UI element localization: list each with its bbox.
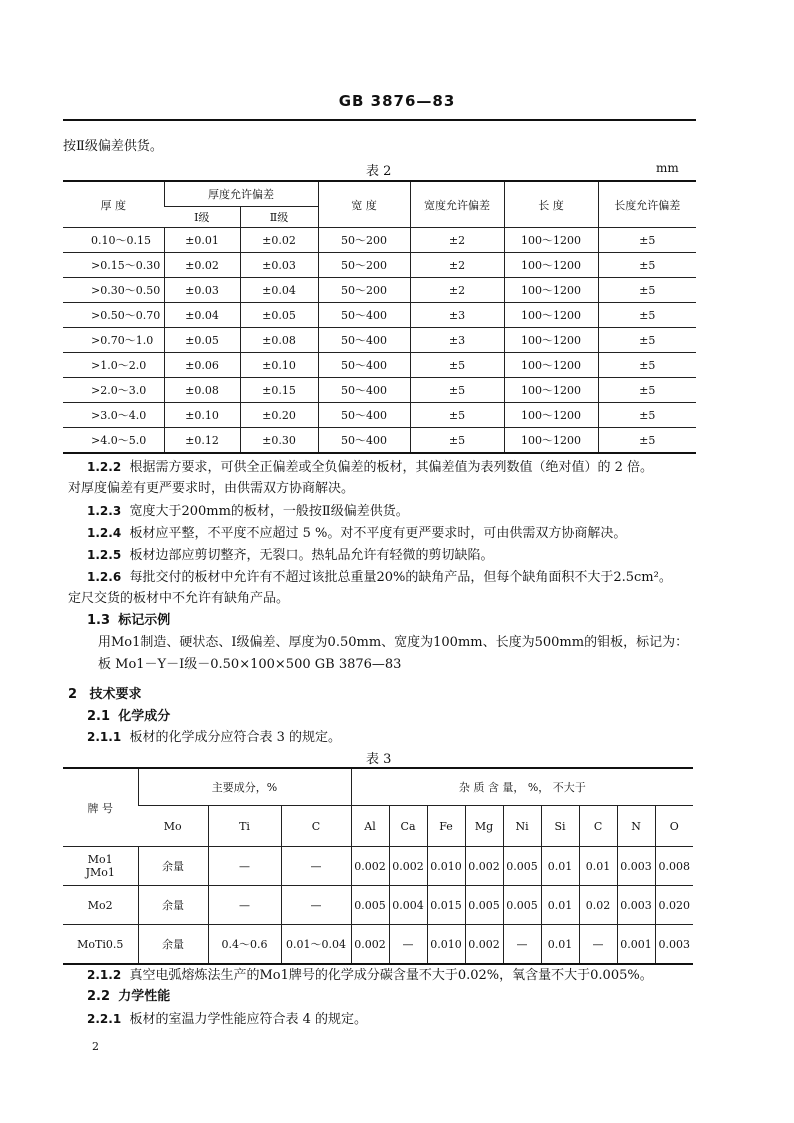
cell: — [281,886,351,925]
cell: 0.008 [655,847,693,886]
table-row [63,228,696,253]
clause-number: 2.1.1 [87,730,122,744]
cell: ±5 [598,303,696,328]
section-title: 技术要求 [89,687,142,702]
section-number: 2.1 [87,709,111,724]
grade-name-alt: JMo1 [85,866,115,879]
th-mo: Mo [138,806,208,847]
cell: ±5 [598,328,696,353]
th-thickness-tol: 厚度允许偏差 [164,181,318,207]
section-2-1 [87,706,170,728]
cell: 100～1200 [504,278,598,303]
th-c: C [281,806,351,847]
cell: ±5 [410,353,504,378]
clause-number: 2.2.1 [87,1012,122,1026]
th-width-tol: 宽度允许偏差 [410,181,504,228]
th-fe: Fe [427,806,465,847]
cell: 0.002 [465,925,503,965]
table-row [63,353,696,378]
th-grade2: Ⅱ级 [240,207,318,228]
clause-1-2-3 [87,500,409,523]
intro-text: 按Ⅱ级偏差供货。 [63,139,163,154]
cell: 0.010 [427,847,465,886]
th-ti: Ti [208,806,281,847]
cell: 0.01 [541,886,579,925]
table2-unit: mm [656,161,679,175]
cell: ±0.02 [164,253,240,278]
cell: 0.01 [541,925,579,965]
document-header: GB 3876—83 [338,92,456,110]
cell: 0.002 [351,847,389,886]
cell: ±3 [410,303,504,328]
section-1-3 [87,610,170,632]
cell: ±0.15 [240,378,318,403]
section-number: 2 [68,687,78,702]
cell: 50～400 [318,403,410,428]
cell: 0.002 [351,925,389,965]
table-row [63,925,693,965]
th-c-imp: C [579,806,617,847]
cell: 100～1200 [504,328,598,353]
cell: ±2 [410,278,504,303]
cell: — [208,847,281,886]
cell: ±5 [598,253,696,278]
th-length: 长 度 [504,181,598,228]
cell: ±5 [598,278,696,303]
clause-2-1-1 [87,726,341,749]
cell: ±5 [598,378,696,403]
cell: 50～400 [318,353,410,378]
table-row [63,303,696,328]
th-si: Si [541,806,579,847]
cell: 50～400 [318,378,410,403]
table2-caption: 表 2 [366,164,392,179]
cell: 0.01 [541,847,579,886]
table-row [63,847,693,886]
cell: 0.01 [579,847,617,886]
cell: 余量 [138,886,208,925]
clause-2-2-1 [87,1008,367,1031]
th-length-tol: 长度允许偏差 [598,181,696,228]
section-2 [68,684,141,706]
clause-1-2-5 [87,544,493,567]
grade-cell: Mo2 [63,886,138,925]
grade-cell: MoTi0.5 [63,925,138,965]
cell: ±0.08 [240,328,318,353]
cell: 100～1200 [504,403,598,428]
clause-text: 真空电弧熔炼法生产的Mo1牌号的化学成分碳含量不大于0.02%，氧含量不大于0.005%。 [129,968,653,983]
table-row [63,378,696,403]
cell: ±5 [598,228,696,253]
cell: ±0.10 [164,403,240,428]
cell: ±2 [410,253,504,278]
section-title: 力学性能 [118,989,171,1004]
th-grade1: Ⅰ级 [164,207,240,228]
clause-1-2-4 [87,522,626,545]
cell: 100～1200 [504,228,598,253]
cell: >1.0～2.0 [63,353,164,378]
cell: ±0.08 [164,378,240,403]
cell: 50～200 [318,253,410,278]
cell: 0.002 [465,847,503,886]
cell: — [503,925,541,965]
cell: >3.0～4.0 [63,403,164,428]
cell: 50～400 [318,303,410,328]
cell: — [208,886,281,925]
section-number: 1.3 [87,613,111,628]
table-row [63,278,696,303]
clause-text: 宽度大于200mm的板材，一般按Ⅱ级偏差供货。 [129,504,409,519]
clause-number: 2.1.2 [87,968,122,982]
cell: ±0.01 [164,228,240,253]
clause-number: 1.2.2 [87,460,122,474]
cell: 100～1200 [504,303,598,328]
section-title: 标记示例 [118,613,171,628]
cell: 0.005 [503,886,541,925]
cell: 0.015 [427,886,465,925]
clause-text: 根据需方要求，可供全正偏差或全负偏差的板材，其偏差值为表列数值（绝对值）的 2 倍。 [129,460,653,475]
cell: ±0.05 [164,328,240,353]
cell: ±5 [598,428,696,454]
cell: ±0.05 [240,303,318,328]
cell: >0.50～0.70 [63,303,164,328]
cell: ±2 [410,228,504,253]
cell: ±0.20 [240,403,318,428]
th-mg: Mg [465,806,503,847]
table-row [63,428,696,454]
cell: ±5 [598,353,696,378]
table-row [63,403,696,428]
cell: — [389,925,427,965]
cell: 0.002 [389,847,427,886]
cell: ±5 [598,403,696,428]
cell: ±5 [410,378,504,403]
th-main-composition: 主要成分，% [138,768,351,806]
section-2-2 [87,986,170,1008]
cell: ±0.10 [240,353,318,378]
th-n: N [617,806,655,847]
cell: 100～1200 [504,378,598,403]
th-impurity: 杂 质 含 量， %， 不大于 [351,768,693,806]
cell: 0.020 [655,886,693,925]
th-grade: 牌 号 [63,768,138,847]
section-number: 2.2 [87,989,111,1004]
clause-text: 板材应平整，不平度不应超过 5 %。对不平度有更严要求时，可由供需双方协商解决。 [129,526,627,541]
clause-text: 板材的室温力学性能应符合表 4 的规定。 [129,1012,367,1027]
clause-1-2-6 [87,566,672,589]
page-number: 2 [92,1040,99,1053]
th-width: 宽 度 [318,181,410,228]
cell: ±0.30 [240,428,318,454]
cell: ±0.06 [164,353,240,378]
cell: ±0.04 [164,303,240,328]
cell: 余量 [138,925,208,965]
cell: — [281,847,351,886]
cell: 100～1200 [504,428,598,454]
cell: ±0.03 [240,253,318,278]
clause-1-2-2 [87,456,653,479]
cell: ±3 [410,328,504,353]
cell: >0.15～0.30 [63,253,164,278]
cell: 0.005 [503,847,541,886]
section-title: 化学成分 [118,709,171,724]
cell: 0.02 [579,886,617,925]
cell: 0.003 [617,886,655,925]
clause-2-1-2 [87,964,653,987]
cell: 50～200 [318,278,410,303]
cell: — [579,925,617,965]
cell: 0.10～0.15 [63,228,164,253]
clause-number: 1.2.3 [87,504,122,518]
clause-1-2-6-cont: 定尺交货的板材中不允许有缺角产品。 [68,591,290,606]
cell: ±5 [410,403,504,428]
table-row [63,328,696,353]
table-2 [63,180,696,454]
th-al: Al [351,806,389,847]
grade-cell [63,847,138,886]
table-row [63,253,696,278]
cell: 0.010 [427,925,465,965]
cell: >0.30～0.50 [63,278,164,303]
cell: ±0.12 [164,428,240,454]
cell: 100～1200 [504,353,598,378]
clause-1-2-2-cont: 对厚度偏差有更严要求时，由供需双方协商解决。 [68,481,355,496]
cell: 余量 [138,847,208,886]
cell: 0.003 [655,925,693,965]
table-row [63,886,693,925]
cell: ±0.02 [240,228,318,253]
marking-example-code: 板 Mo1－Y－Ⅰ级－0.50×100×500 GB 3876—83 [98,657,402,672]
th-o: O [655,806,693,847]
clause-text: 板材边部应剪切整齐，无裂口。热轧品允许有轻微的剪切缺陷。 [129,548,494,563]
cell: 0.001 [617,925,655,965]
cell: ±0.03 [164,278,240,303]
th-ni: Ni [503,806,541,847]
cell: 0.01～0.04 [281,925,351,965]
clause-text: 每批交付的板材中允许有不超过该批总重量20%的缺角产品，但每个缺角面积不大于2.5cm²。 [129,570,672,585]
clause-text: 板材的化学成分应符合表 3 的规定。 [129,730,341,745]
th-ca: Ca [389,806,427,847]
cell: 0.003 [617,847,655,886]
clause-number: 1.2.6 [87,570,122,584]
cell: 0.004 [389,886,427,925]
cell: >0.70～1.0 [63,328,164,353]
cell: 0.4～0.6 [208,925,281,965]
clause-number: 1.2.4 [87,526,122,540]
grade-name: Mo1 [87,853,113,866]
table3-caption: 表 3 [366,752,392,767]
table-3 [63,767,693,965]
cell: 100～1200 [504,253,598,278]
clause-number: 1.2.5 [87,548,122,562]
cell: ±5 [410,428,504,454]
cell: >2.0～3.0 [63,378,164,403]
cell: 0.005 [351,886,389,925]
cell: ±0.04 [240,278,318,303]
cell: 50～400 [318,428,410,454]
cell: 50～400 [318,328,410,353]
header-rule [63,119,696,121]
cell: 0.005 [465,886,503,925]
cell: 50～200 [318,228,410,253]
th-thickness: 厚 度 [63,181,164,228]
marking-example-text: 用Mo1制造、硬状态、Ⅰ级偏差、厚度为0.50mm、宽度为100mm、长度为500mm的钼板，标记为： [98,635,689,650]
cell: >4.0～5.0 [63,428,164,454]
